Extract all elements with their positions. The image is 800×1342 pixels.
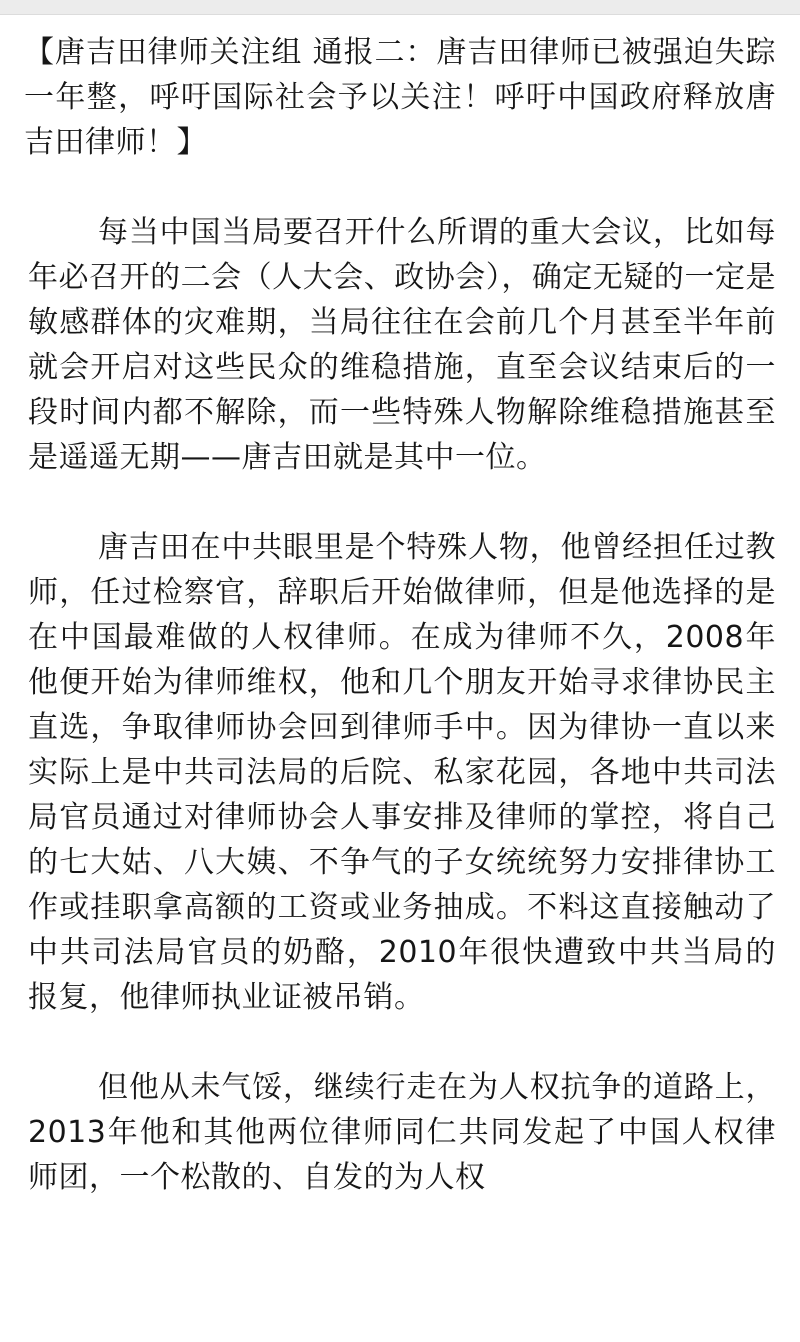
paragraph-gap [28,165,776,210]
paragraph-3: 但他从未气馁，继续行走在为人权抗争的道路上，2013年他和其他两位律师同仁共同发起了中国人权律师团，一个松散的、自发的为人权 [28,1070,776,1195]
paragraph-1: 每当中国当局要召开什么所谓的重大会议，比如每年必召开的二会（人大会、政协会），确定无疑的一定是敏感群体的灾难期，当局往往在会前几个月甚至半年前就会开启对这些民众的维稳措施，直至会议结束后的一段时间内都不解除，而一些特殊人物解除维稳措施甚至是遥遥无期——唐吉田就是其中一位。 [28,215,776,475]
article-body [24,30,776,1200]
paragraph-gap [28,1020,776,1065]
article-headline: 【唐吉田律师关注组 通报二：唐吉田律师已被强迫失踪一年整，呼吁国际社会予以关注！呼吁中国政府释放唐吉田律师！】 [24,35,776,160]
top-divider [0,0,800,15]
paragraph-gap [28,480,776,525]
paragraph-2: 唐吉田在中共眼里是个特殊人物，他曾经担任过教师，任过检察官，辞职后开始做律师，但是他选择的是在中国最难做的人权律师。在成为律师不久，2008年他便开始为律师维权，他和几个朋友开始寻求律协民主直选，争取律师协会回到律师手中。因为律协一直以来实际上是中共司法局的后院、私家花园，各地中共司法局官员通过对律师协会人事安排及律师的掌控，将自己的七大姑、八大姨、不争气的子女统统努力安排律协工作或挂职拿高额的工资或业务抽成。不料这直接触动了中共司法局官员的奶酪，2010年很快遭致中共当局的报复，他律师执业证被吊销。 [28,530,776,1015]
